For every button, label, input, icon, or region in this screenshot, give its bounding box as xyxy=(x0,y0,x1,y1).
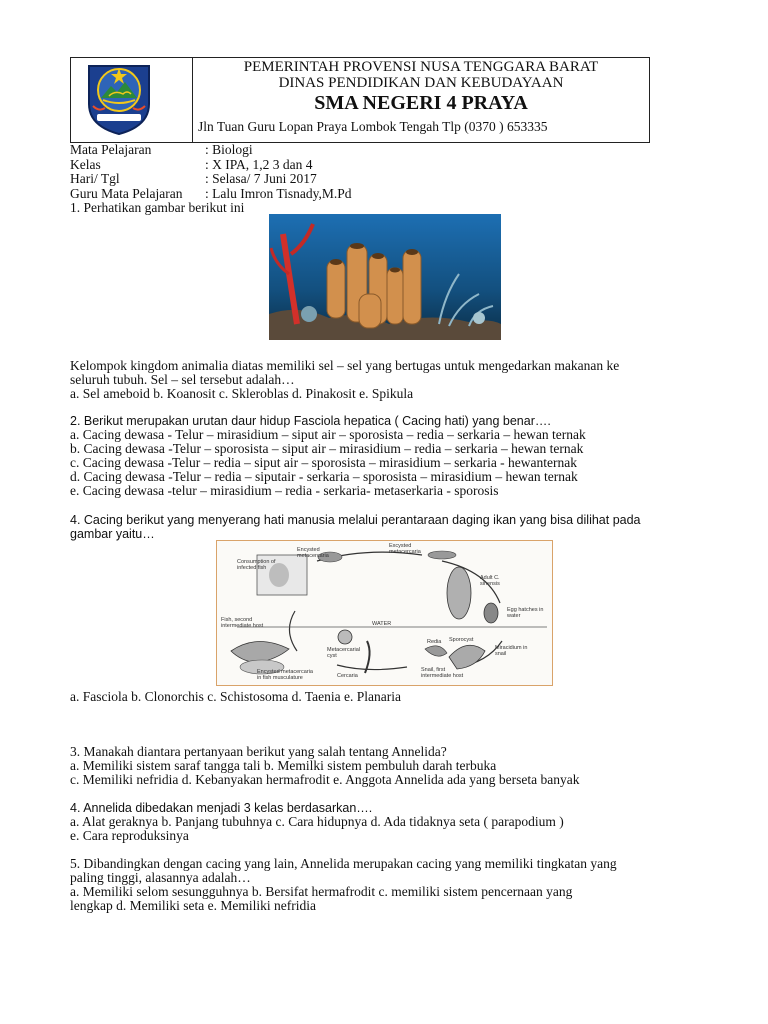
question-1-body xyxy=(70,359,619,401)
ntb-province-logo xyxy=(79,60,159,136)
letterhead xyxy=(70,57,650,143)
label-miracidium: Miracidium in snail xyxy=(495,645,528,657)
info-label: Mata Pelajaran xyxy=(70,142,152,157)
info-row xyxy=(70,187,352,202)
question-4b-options: e. Cara reproduksinya xyxy=(70,828,189,843)
label-water: WATER xyxy=(372,621,392,627)
label-snail: Snail, first intermediate host xyxy=(421,667,464,679)
option-e: e. Cacing dewasa -telur – mirasidium – redia - serkaria- metaserkaria - sporosis xyxy=(70,483,499,498)
question-5-title: 5. Dibandingkan dengan cacing yang lain, Annelida merupakan cacing yang memiliki tingkatan yang xyxy=(70,856,617,871)
clonorchis-life-cycle-diagram xyxy=(216,540,553,686)
question-4-line: gambar yaitu… xyxy=(70,527,155,541)
label-consumption: Consumption of infected fish xyxy=(237,559,276,571)
info-label: Hari/ Tgl xyxy=(70,171,120,186)
option-a: a. Cacing dewasa - Telur – mirasidium – siput air – sporosista – redia – serkaria – hewan ternak xyxy=(70,427,586,442)
info-value: : X IPA, 1,2 3 dan 4 xyxy=(205,156,313,172)
question-1-title: 1. Perhatikan gambar berikut ini xyxy=(70,200,245,215)
question-5-options: a. Memiliki selom sesungguhnya b. Bersifat hermafrodit c. memiliki sistem pencernaan yang xyxy=(70,884,573,899)
question-3-options: c. Memiliki nefridia d. Kebanyakan hermafrodit e. Anggota Annelida ada yang berseta banyak xyxy=(70,772,580,787)
option-d: d. Cacing dewasa -Telur – redia – siputair - serkaria – sporosista – mirasidium – hewan ternak xyxy=(70,469,578,484)
label-egg: Egg hatches in water xyxy=(507,607,544,619)
info-label: Guru Mata Pelajaran xyxy=(70,185,183,201)
label-sporocyst: Sporocyst xyxy=(449,637,474,643)
option-c: c. Cacing dewasa -Telur – redia – siput air – sporosista – mirasidium – serkaria - hewanternak xyxy=(70,455,578,470)
question-4b-options: a. Alat geraknya b. Panjang tubuhnya c. Cara hidupnya d. Ada tidaknya seta ( parapodium ) xyxy=(70,814,564,829)
label-cercaria: Cercaria xyxy=(337,673,358,679)
info-label: Kelas xyxy=(70,156,101,172)
label-encysted: Encysted metacercaria xyxy=(297,547,329,559)
question-4-line: 4. Cacing berikut yang menyerang hati manusia melalui perantaraan daging ikan yang bisa dilihat pada xyxy=(70,513,641,527)
exam-info xyxy=(70,143,352,201)
label-metacercarial: Metacercarial cyst xyxy=(327,647,361,659)
question-4b xyxy=(70,801,564,843)
question-1-line: seluruh tubuh. Sel – sel tersebut adalah… xyxy=(70,372,295,387)
school-address: Jln Tuan Guru Lopan Praya Lombok Tengah Tlp (0370 ) 653335 xyxy=(198,119,548,134)
info-value: : Lalu Imron Tisnady,M.Pd xyxy=(205,185,352,201)
question-5 xyxy=(70,857,617,913)
government-name: PEMERINTAH PROVENSI NUSA TENGGARA BARAT xyxy=(243,59,599,75)
info-row xyxy=(70,172,352,187)
info-row xyxy=(70,143,352,158)
label-redia: Redia xyxy=(427,639,442,645)
question-4-options: a. Fasciola b. Clonorchis c. Schistosoma d. Taenia e. Planaria xyxy=(70,689,401,704)
option-b: b. Cacing dewasa -Telur – sporosista – siput air – mirasidium – redia – serkaria – hewan ternak xyxy=(70,441,584,456)
question-3 xyxy=(70,745,579,787)
label-encysted-fish: Encysted metacercaria in fish musculature xyxy=(257,669,313,681)
question-1-options: a. Sel ameboid b. Koanosit c. Skleroblas d. Pinakosit e. Spikula xyxy=(70,386,414,401)
logo-cell xyxy=(71,58,193,142)
question-3-title: 3. Manakah diantara pertanyaan berikut yang salah tentang Annelida? xyxy=(70,744,447,759)
question-1-line: Kelompok kingdom animalia diatas memiliki sel – sel yang bertugas untuk mengedarkan makanan ke xyxy=(70,358,620,373)
info-value: : Selasa/ 7 Juni 2017 xyxy=(205,171,317,186)
info-value: : Biologi xyxy=(205,142,253,157)
question-2-title: 2. Berikut merupakan urutan daur hidup Fasciola hepatica ( Cacing hati) yang benar…. xyxy=(70,414,551,428)
department-name: DINAS PENDIDIKAN DAN KEBUDAYAAN xyxy=(278,75,564,91)
label-adult: Adult C. sinensis xyxy=(480,575,500,587)
question-3-options: a. Memiliki sistem saraf tangga tali b. Memilki sistem pembuluh darah terbuka xyxy=(70,758,497,773)
letterhead-text xyxy=(193,58,649,135)
question-5-title: paling tinggi, alasannya adalah… xyxy=(70,870,251,885)
question-5-options: lengkap d. Memiliki seta e. Memiliki nefridia xyxy=(70,898,316,913)
sponge-reef-photo xyxy=(269,214,501,340)
question-2 xyxy=(70,414,586,498)
label-fish: Fish, second intermediate host xyxy=(221,617,264,629)
question-4-title xyxy=(70,513,641,541)
label-excysted: Excysted metacercaria xyxy=(389,543,421,555)
info-row xyxy=(70,158,352,173)
question-4b-title: 4. Annelida dibedakan menjadi 3 kelas berdasarkan…. xyxy=(70,801,373,815)
school-name: SMA NEGERI 4 PRAYA xyxy=(314,92,528,114)
